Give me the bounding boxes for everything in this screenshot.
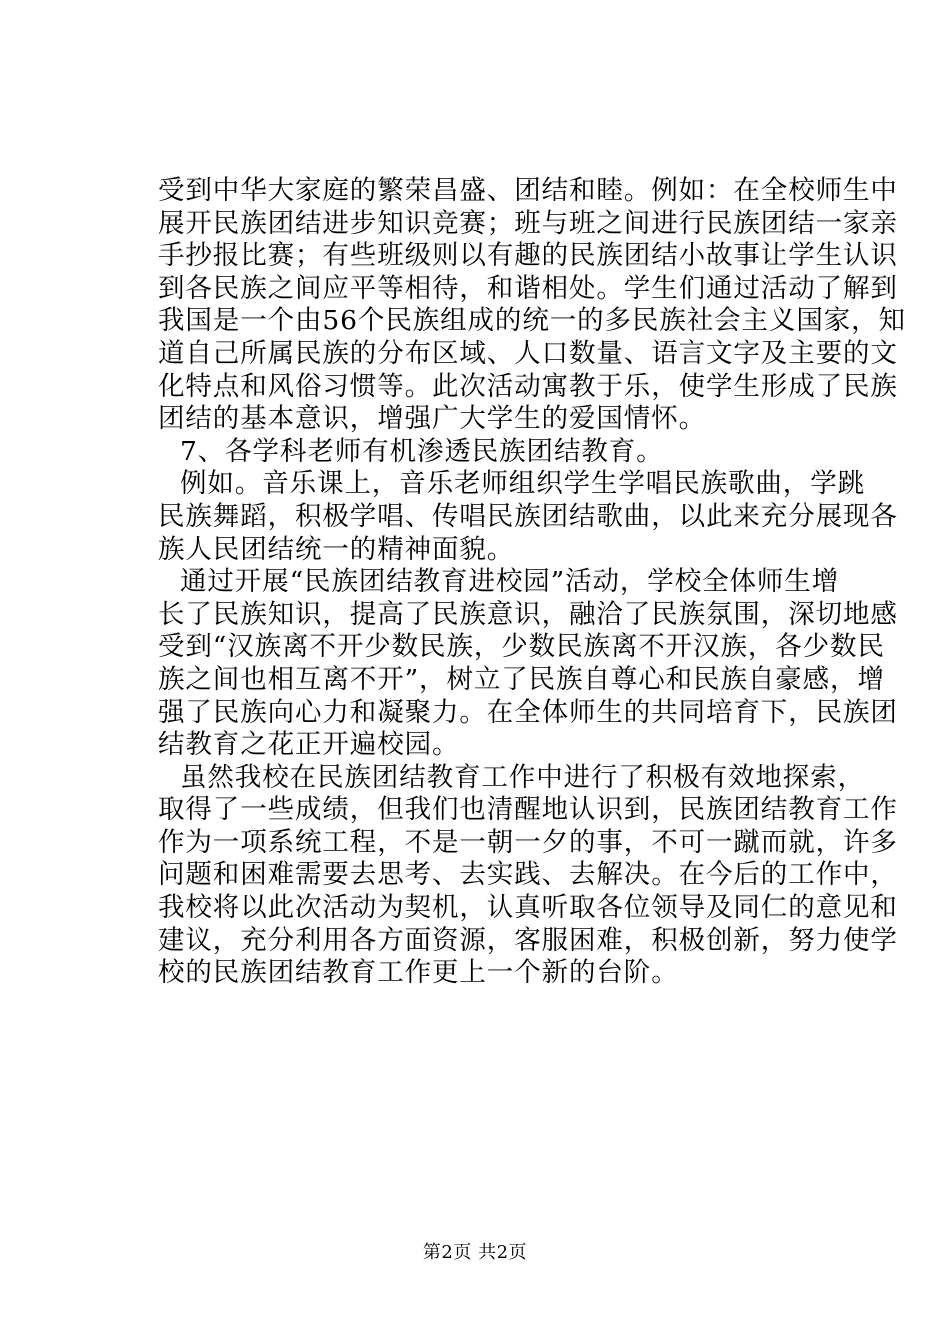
text-line: 强了民族向心力和凝聚力。在全体师生的共同培育下，民族团 [158, 696, 898, 728]
text-line: 手抄报比赛；有些班级则以有趣的民族团结小故事让学生认识 [158, 240, 898, 272]
paragraph-start: 例如。音乐课上，音乐老师组织学生学唱民族歌曲，学跳 [180, 468, 865, 500]
page-number: 第2页 共2页 [422, 1242, 528, 1263]
text-line: 取得了一些成绩，但我们也清醒地认识到，民族团结教育工作 [158, 794, 898, 826]
paragraph-start: 通过开展“民族团结教育进校园”活动，学校全体师生增 [180, 566, 840, 598]
text-line: 校的民族团结教育工作更上一个新的台阶。 [158, 957, 679, 989]
text-line: 建议，充分利用各方面资源，客服困难，积极创新，努力使学 [158, 924, 898, 956]
text-line: 民族舞蹈，积极学唱、传唱民族团结歌曲，以此来充分展现各 [158, 500, 898, 532]
page-footer [0, 1241, 950, 1265]
text-line: 我国是一个由56个民族组成的统一的多民族社会主义国家，知 [158, 305, 906, 337]
text-line: 受到“汉族离不开少数民族，少数民族离不开汉族，各少数民 [158, 631, 885, 663]
text-line: 问题和困难需要去思考、去实践、去解决。在今后的工作中， [158, 859, 898, 891]
text-line: 团结的基本意识，增强广大学生的爱国情怀。 [158, 403, 706, 435]
document-body [158, 175, 906, 990]
text-line: 我校将以此次活动为契机，认真听取各位领导及同仁的意见和 [158, 892, 898, 924]
text-line: 族之间也相互离不开”，树立了民族自尊心和民族自豪感，增 [158, 663, 885, 695]
text-line: 族人民团结统一的精神面貌。 [158, 533, 515, 565]
paragraph-start: 虽然我校在民族团结教育工作中进行了积极有效地探索， [180, 761, 865, 793]
text-line: 到各民族之间应平等相待，和谐相处。学生们通过活动了解到 [158, 272, 898, 304]
text-line: 道自己所属民族的分布区域、人口数量、语言文字及主要的文 [158, 337, 898, 369]
text-line: 结教育之花正开遍校园。 [158, 729, 460, 761]
text-line: 化特点和风俗习惯等。此次活动寓教于乐，使学生形成了民族 [158, 370, 898, 402]
text-line: 展开民族团结进步知识竞赛；班与班之间进行民族团结一家亲 [158, 207, 898, 239]
text-line: 作为一项系统工程，不是一朝一夕的事，不可一蹴而就，许多 [158, 826, 898, 858]
section-heading: 7、各学科老师有机渗透民族团结教育。 [180, 435, 664, 467]
text-line: 受到中华大家庭的繁荣昌盛、团结和睦。例如：在全校师生中 [158, 175, 898, 206]
text-line: 长了民族知识，提高了民族意识，融洽了民族氛围，深切地感 [158, 598, 898, 630]
